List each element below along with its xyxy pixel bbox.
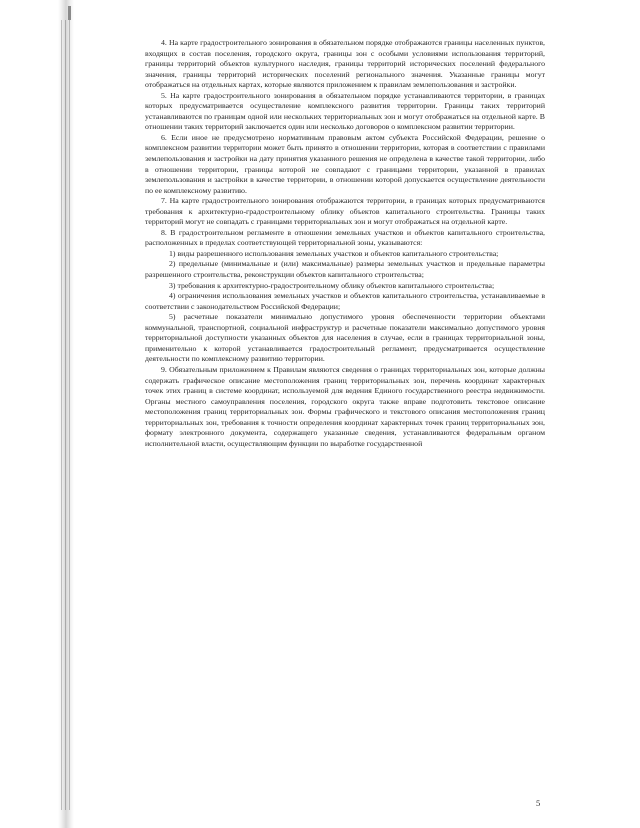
paragraph-5: 5. На карте градостроительного зонирования в обязательном порядке устанавливаются территории, в границах которых предусматривается осуществление комплексного развития территории. Границы таких территорий устанавливаются по границам одной или нескольких территориальных зон и могут отображаться на отдельной карте. В отношении таких территорий заключается один или несколько договоров о комплексном развитии территории. [145,90,545,132]
binding-edge-line [69,20,70,810]
list-item-3: 3) требования к архитектурно-градостроительному облику объектов капитального строительства; [169,280,495,290]
paragraph-4: 4. На карте градостроительного зонирования в обязательном порядке отображаются границы населенных пунктов, входящих в состав поселения, городского округа, границы зон с особыми условиями использования территорий, границы территорий объектов культурного наследия, границы территорий исторических поселений федерального значения, границы территорий исторических поселений регионального значения. Указанные границы могут отображаться на отдельных картах, которые являются приложением к правилам землепользования и застройки. [145,38,545,90]
list-item-1: 1) виды разрешенного использования земельных участков и объектов капитального строительства; [169,248,499,258]
scan-binding-shadow [58,0,74,828]
binding-edge-line [61,20,62,810]
paragraph-6: 6. Если иное не предусмотрено нормативным правовым актом субъекта Российской Федерации, решение о комплексном развитии территории может быть принято в отношении территории, которая в соответствии с правилами землепользования и застройки на дату принятия указанного решения не определена в качестве такой территории, либо в отношении территории, границы которой не совпадают с границами территории, указанной в правилах землепользования и застройки в качестве территории, в отношении которой допускается осуществление деятельности по ее комплексному развитию. [145,132,545,195]
scan-corner-mark [68,6,71,20]
document-page-text [145,38,545,449]
list-item-4: 4) ограничения использования земельных участков и объектов капитального строительства, устанавливаемые в соответствии с законодательством Российской Федерации; [145,291,545,311]
binding-edge-line [65,20,66,810]
paragraph-7: 7. На карте градостроительного зонирования отображаются территории, в границах которых предусматриваются требования к архитектурно-градостроительному облику объектов капитального строительства. Границы таких территорий могут не совпадать с границами территориальных зон и могут отображаться на отдельной карте. [145,196,545,227]
paragraph-9: 9. Обязательным приложением к Правилам являются сведения о границах территориальных зон, которые должны содержать графическое описание местоположения границ территориальных зон, перечень координат характерных точек этих границ в системе координат, используемой для ведения Единого государственного реестра недвижимости. Органы местного самоуправления поселения, городского округа также вправе подготовить текстовое описание местоположения границ территориальных зон. Формы графического и текстового описания местоположения границ территориальных зон, требования к точности определения координат характерных точек границ территориальных зон, формату электронного документа, содержащего указанные сведения, устанавливаются федеральным органом исполнительной власти, осуществляющим функции по выработке государственной [145,364,545,448]
page-number: 5 [536,798,541,808]
paragraph-8: 8. В градостроительном регламенте в отношении земельных участков и объектов капитального строительства, расположенных в пределах соответствующей территориальной зоны, указываются: [145,227,545,248]
list-item-2: 2) предельные (минимальные и (или) максимальные) размеры земельных участков и предельные параметры разрешенного строительства, реконструкции объектов капитального строительства; [145,259,545,280]
list-item-5: 5) расчетные показатели минимально допустимого уровня обеспеченности территории объектами коммунальной, транспортной, социальной инфраструктур и расчетные показатели максимально допустимого уровня территориальной доступности указанных объектов для населения в случае, если в границах территориальной зоны, применительно к которой устанавливается градостроительный регламент, предусматривается осуществление деятельности по комплексному развитию территории. [145,312,545,364]
